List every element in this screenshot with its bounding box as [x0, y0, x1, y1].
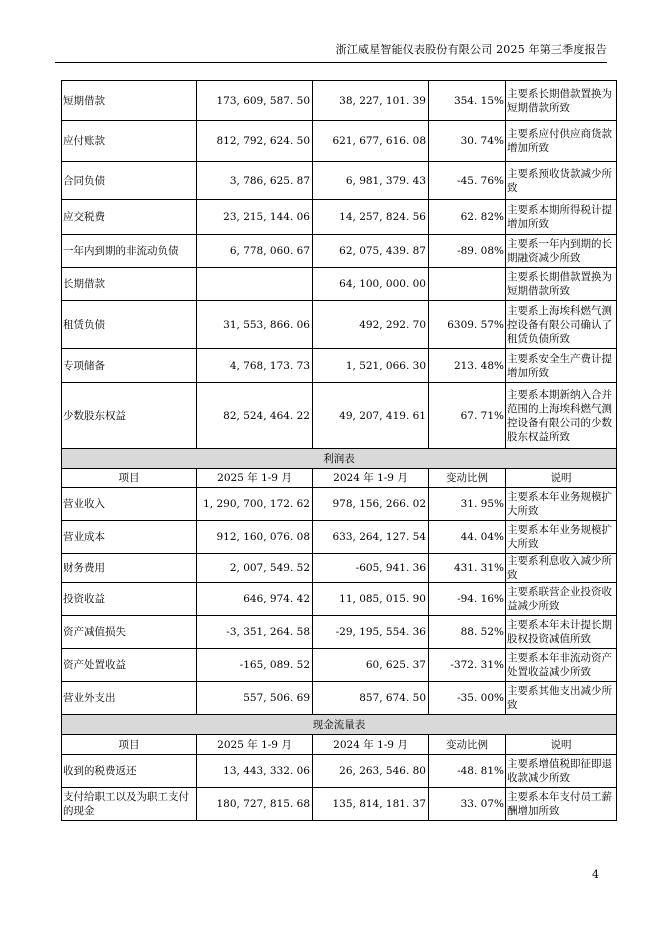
change-note: 主要系本年业务规模扩大所致 [506, 521, 617, 554]
current-value: 31, 553, 866. 06 [197, 301, 313, 349]
current-value: -165, 089. 52 [197, 649, 313, 682]
change-note: 主要系其他支出减少所致 [506, 682, 617, 715]
table-row [62, 521, 617, 554]
change-percent: 33. 07% [429, 788, 506, 821]
column-header: 说明 [506, 469, 617, 488]
change-percent: 88. 52% [429, 616, 506, 649]
prior-value: 62, 075, 439. 87 [313, 235, 429, 268]
row-label: 财务费用 [62, 554, 197, 583]
change-percent: -94. 16% [429, 583, 506, 616]
change-percent: 30. 74% [429, 121, 506, 162]
column-header: 变动比例 [429, 469, 506, 488]
row-label: 短期借款 [62, 81, 197, 121]
change-percent: -35. 00% [429, 682, 506, 715]
current-value: 180, 727, 815. 68 [197, 788, 313, 821]
table-row [62, 268, 617, 301]
row-label: 应交税费 [62, 200, 197, 235]
report-header-title: 浙江威星智能仪表股份有限公司 2025 年第三季度报告 [335, 43, 607, 56]
row-label: 一年内到期的非流动负债 [62, 235, 197, 268]
change-percent: 31. 95% [429, 488, 506, 521]
table-row [62, 649, 617, 682]
row-label: 支付给职工以及为职工支付的现金 [62, 788, 197, 821]
change-percent: 62. 82% [429, 200, 506, 235]
change-note: 主要系安全生产费计提增加所致 [506, 349, 617, 383]
change-percent: -89. 08% [429, 235, 506, 268]
prior-value: 60, 625. 37 [313, 649, 429, 682]
row-label: 资产减值损失 [62, 616, 197, 649]
prior-value: -29, 195, 554. 36 [313, 616, 429, 649]
row-label: 营业收入 [62, 488, 197, 521]
row-label: 投资收益 [62, 583, 197, 616]
prior-value: 621, 677, 616. 08 [313, 121, 429, 162]
prior-value: -605, 941. 36 [313, 554, 429, 583]
row-label: 专项储备 [62, 349, 197, 383]
income-section-title: 利润表 [62, 449, 617, 469]
cashflow-section-title: 现金流量表 [62, 715, 617, 735]
prior-value: 38, 227, 101. 39 [313, 81, 429, 121]
row-label: 资产处置收益 [62, 649, 197, 682]
prior-value: 1, 521, 066. 30 [313, 349, 429, 383]
prior-value: 6, 981, 379. 43 [313, 162, 429, 200]
change-note: 主要系本年业务规模扩大所致 [506, 488, 617, 521]
change-note: 主要系本年非流动资产处置收益减少所致 [506, 649, 617, 682]
prior-value: 135, 814, 181. 37 [313, 788, 429, 821]
current-value: 1, 290, 700, 172. 62 [197, 488, 313, 521]
prior-value: 857, 674. 50 [313, 682, 429, 715]
section-header-row [62, 715, 617, 735]
table-row [62, 121, 617, 162]
change-note: 主要系应付供应商货款增加所致 [506, 121, 617, 162]
table-row [62, 162, 617, 200]
table-row [62, 81, 617, 121]
row-label: 长期借款 [62, 268, 197, 301]
table-row [62, 200, 617, 235]
row-label: 收到的税费返还 [62, 755, 197, 788]
change-note: 主要系本期所得税计提增加所致 [506, 200, 617, 235]
row-label: 营业成本 [62, 521, 197, 554]
current-value: 2, 007, 549. 52 [197, 554, 313, 583]
table-row [62, 235, 617, 268]
change-note: 主要系本年支付员工薪酬增加所致 [506, 788, 617, 821]
current-value: 557, 506. 69 [197, 682, 313, 715]
column-header: 项目 [62, 469, 197, 488]
row-label: 合同负债 [62, 162, 197, 200]
current-value: 173, 609, 587. 50 [197, 81, 313, 121]
change-percent: 354. 15% [429, 81, 506, 121]
current-value: 4, 768, 173. 73 [197, 349, 313, 383]
current-value: -3, 351, 264. 58 [197, 616, 313, 649]
table-row [62, 616, 617, 649]
prior-value: 11, 085, 015. 90 [313, 583, 429, 616]
prior-value: 14, 257, 824. 56 [313, 200, 429, 235]
table-row [62, 583, 617, 616]
page-number: 4 [592, 868, 599, 881]
change-percent: 431. 31% [429, 554, 506, 583]
column-header: 2024 年 1-9 月 [313, 735, 429, 755]
change-percent: 67. 71% [429, 383, 506, 449]
column-header: 说明 [506, 735, 617, 755]
change-percent: 6309. 57% [429, 301, 506, 349]
table-row [62, 301, 617, 349]
table-row [62, 682, 617, 715]
current-value: 912, 160, 076. 08 [197, 521, 313, 554]
table-row [62, 383, 617, 449]
change-percent: -372. 31% [429, 649, 506, 682]
prior-value: 49, 207, 419. 61 [313, 383, 429, 449]
current-value: 6, 778, 060. 67 [197, 235, 313, 268]
column-header: 2024 年 1-9 月 [313, 469, 429, 488]
row-label: 应付账款 [62, 121, 197, 162]
table-row [62, 349, 617, 383]
current-value: 13, 443, 332. 06 [197, 755, 313, 788]
change-note: 主要系联营企业投资收益减少所致 [506, 583, 617, 616]
row-label: 少数股东权益 [62, 383, 197, 449]
change-note: 主要系预收货款减少所致 [506, 162, 617, 200]
change-percent: -45. 76% [429, 162, 506, 200]
change-note: 主要系长期借款置换为短期借款所致 [506, 268, 617, 301]
change-note: 主要系增值税即征即退收款减少所致 [506, 755, 617, 788]
prior-value: 64, 100, 000. 00 [313, 268, 429, 301]
prior-value: 26, 263, 546. 80 [313, 755, 429, 788]
prior-value: 633, 264, 127. 54 [313, 521, 429, 554]
column-header-row [62, 735, 617, 755]
current-value: 646, 974. 42 [197, 583, 313, 616]
financial-changes-table [61, 80, 617, 821]
table-row [62, 755, 617, 788]
column-header: 2025 年 1-9 月 [197, 735, 313, 755]
current-value: 812, 792, 624. 50 [197, 121, 313, 162]
change-note: 主要系上海埃科燃气测控设备有限公司确认了租赁负债所致 [506, 301, 617, 349]
column-header-row [62, 469, 617, 488]
section-header-row [62, 449, 617, 469]
table-row [62, 788, 617, 821]
current-value: 82, 524, 464. 22 [197, 383, 313, 449]
column-header: 变动比例 [429, 735, 506, 755]
prior-value: 492, 292. 70 [313, 301, 429, 349]
change-note: 主要系一年内到期的长期融资减少所致 [506, 235, 617, 268]
header-divider [55, 62, 607, 63]
row-label: 租赁负债 [62, 301, 197, 349]
table-row [62, 554, 617, 583]
change-percent [429, 268, 506, 301]
current-value: 3, 786, 625. 87 [197, 162, 313, 200]
change-note: 主要系本年未计提长期股权投资减值所致 [506, 616, 617, 649]
row-label: 营业外支出 [62, 682, 197, 715]
change-note: 主要系长期借款置换为短期借款所致 [506, 81, 617, 121]
column-header: 2025 年 1-9 月 [197, 469, 313, 488]
change-note: 主要系本期新纳入合并范围的上海埃科燃气测控设备有限公司的少数股东权益所致 [506, 383, 617, 449]
current-value: 23, 215, 144. 06 [197, 200, 313, 235]
change-note: 主要系利息收入减少所致 [506, 554, 617, 583]
table-row [62, 488, 617, 521]
change-percent: 44. 04% [429, 521, 506, 554]
current-value [197, 268, 313, 301]
change-percent: 213. 48% [429, 349, 506, 383]
change-percent: -48. 81% [429, 755, 506, 788]
prior-value: 978, 156, 266. 02 [313, 488, 429, 521]
column-header: 项目 [62, 735, 197, 755]
